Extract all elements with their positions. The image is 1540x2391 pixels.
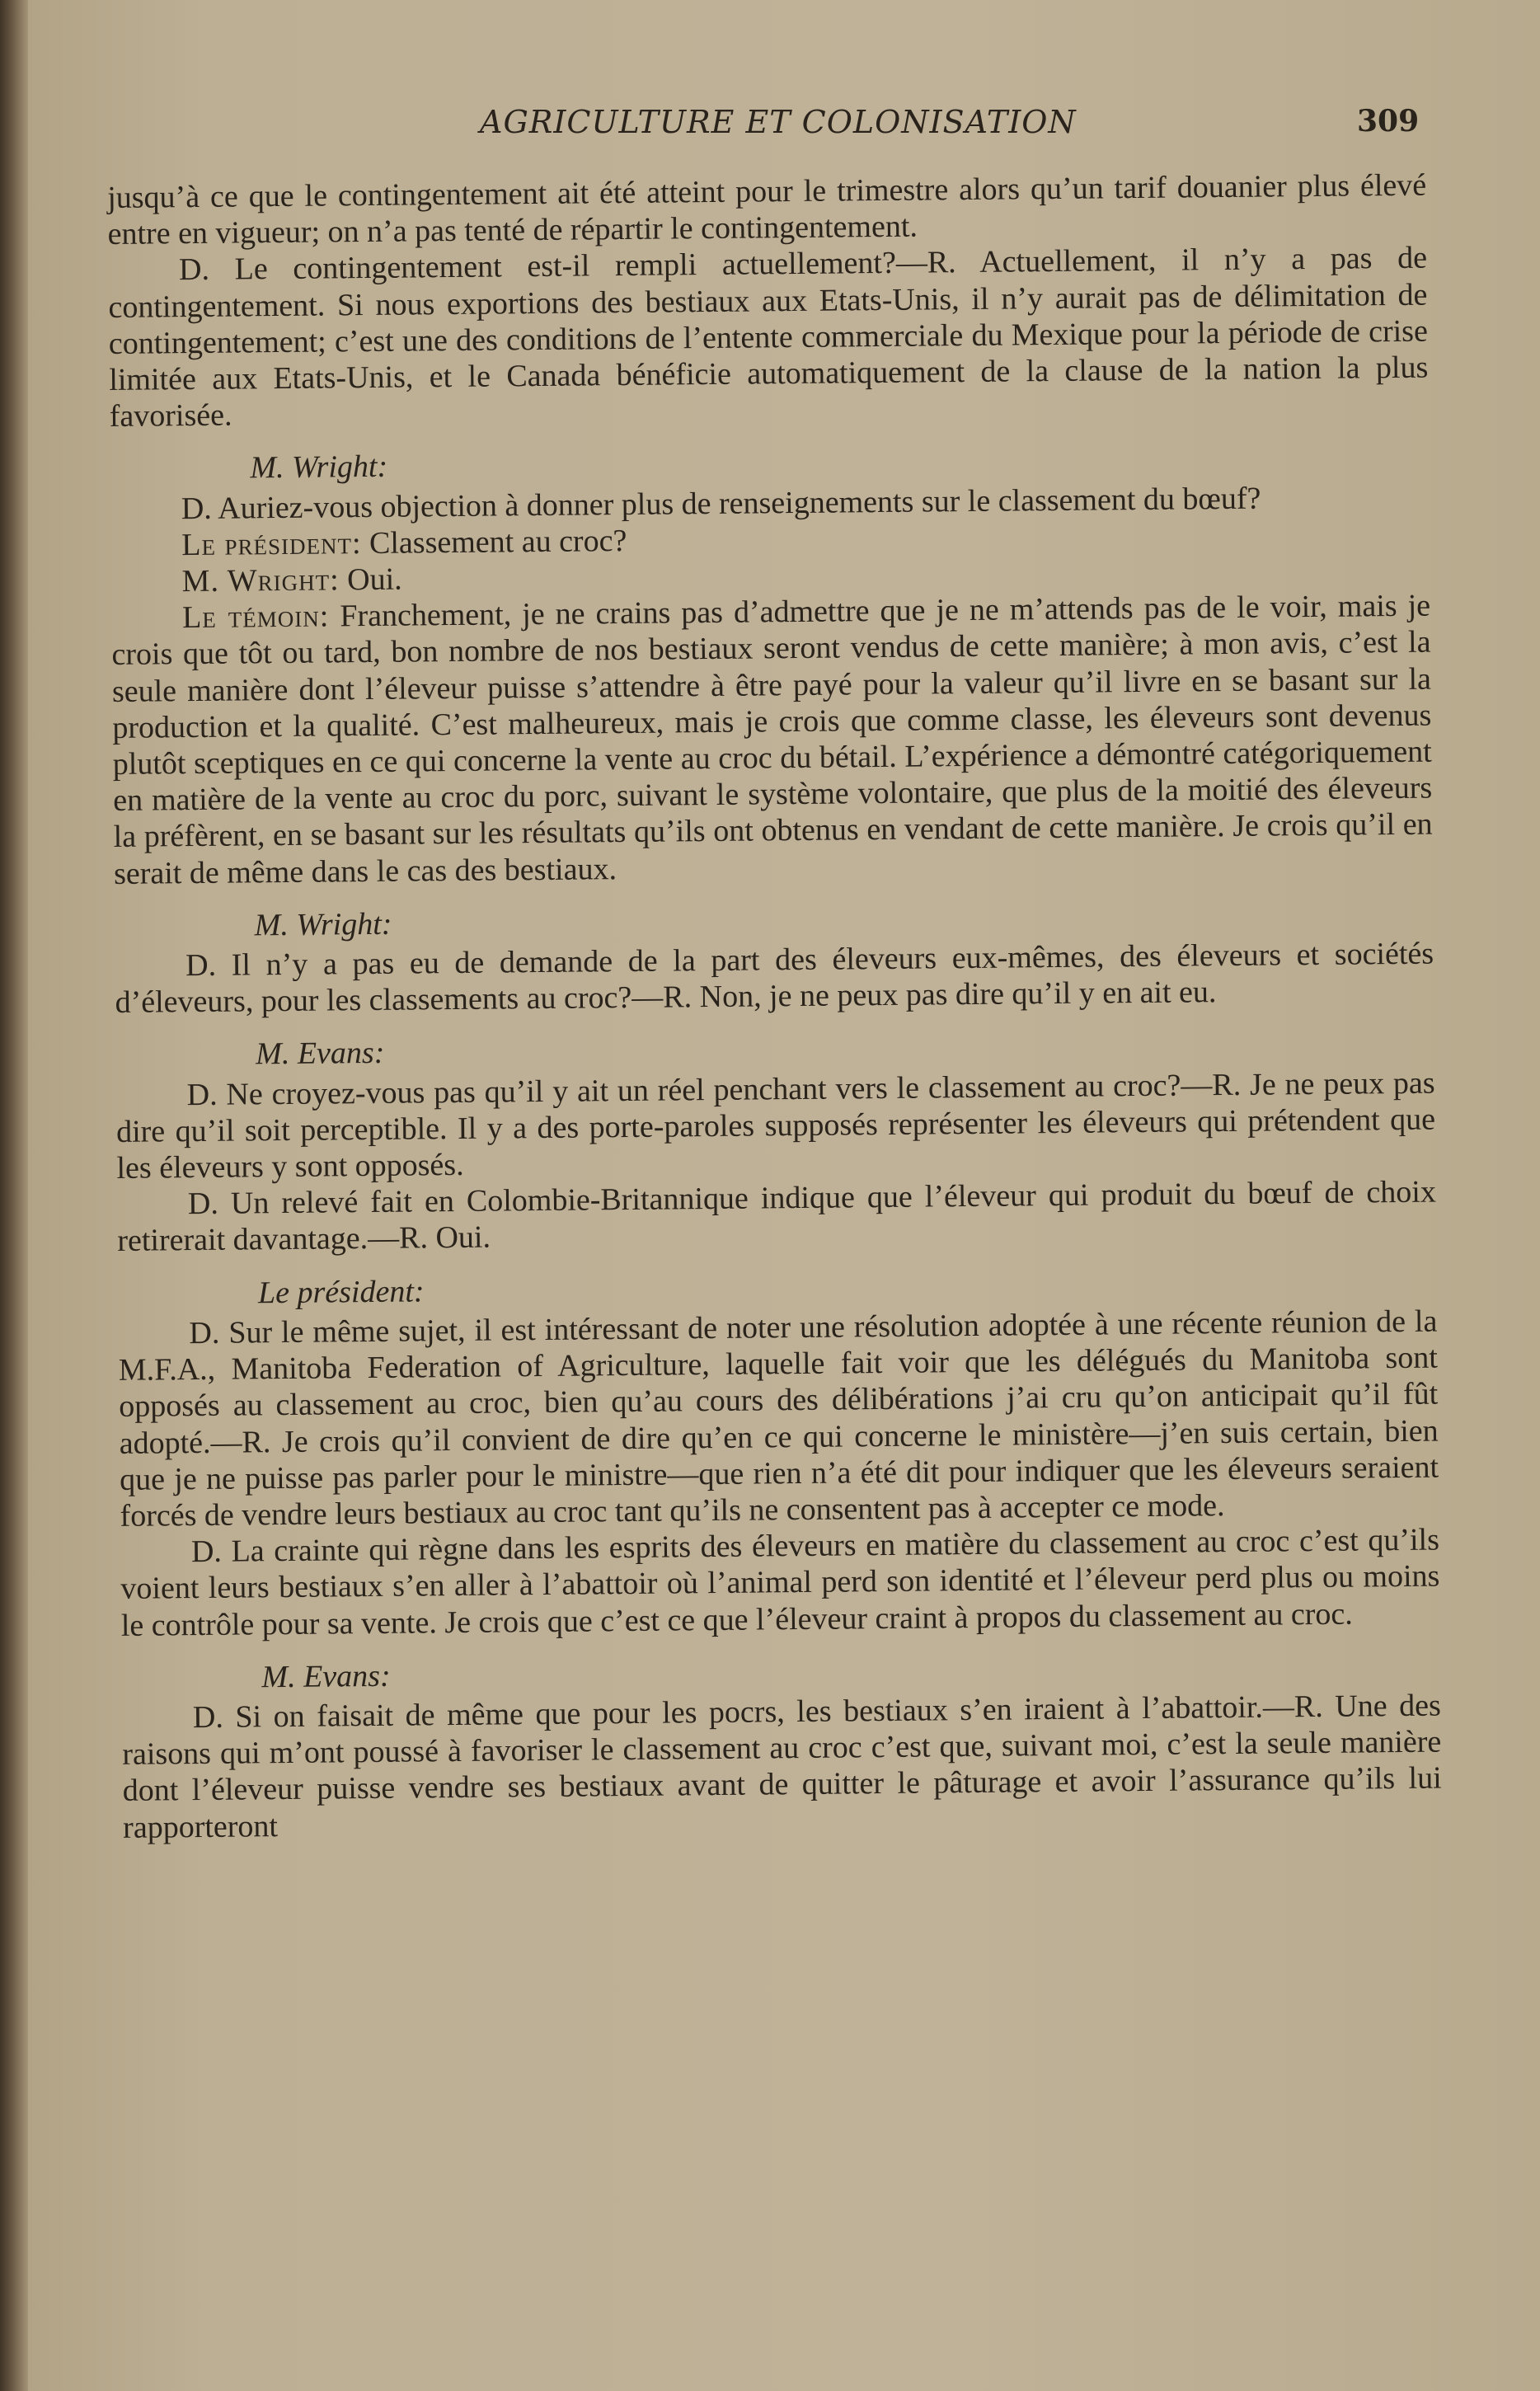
speaker-heading: M. Wright: xyxy=(254,906,392,943)
paragraph-text: Franchement, je ne crains pas d’admettre que je ne m’attends pas de le voir, mais je crois que tôt ou tard, bon nombre de nos bestiaux seront vendus de cette manière; à mon avis, c’est la seule manière dont l’éleveur puisse s’attendre à être payé pour la valeur qu’il livre en se basant sur la production et la qualité. C’est malheureux, mais je crois que comme classe, les éleveurs sont devenus plutôt sceptiques en ce qui concerne la vente au croc du bétail. L’expérience a démontré catégoriquement en matière de la vente au croc du porc, suivant le système volontaire, que plus de la moitié des éleveurs la préfèrent, en se basant sur les résultats qu’ils ont obtenus en vendant de cette manière. Je crois qu’il en serait de même dans le cas des bestiaux. xyxy=(111,588,1433,891)
paragraph: D. Sur le même sujet, il est intéressant de noter une résolution adoptée à une récente réunion de la M.F.A., Manitoba Federation of Agriculture, laquelle fait voir que les délégués du Manitoba sont opposés au classement au croc, bien qu’au cours des délibérations j’ai cru qu’on anticipait qu’il fût adopté.—R. Je crois qu’il convient de dire qu’en ce qui concerne le ministère—j’en suis certain, bien que je ne puisse pas parler pour le ministre—que rien n’a été dit pour indiquer que les éleveurs seraient forcés de vendre leurs bestiaux au croc tant qu’ils ne consentent pas à accepter ce mode. xyxy=(118,1304,1439,1534)
paragraph: D. Auriez-vous objection à donner plus de renseignements sur le classement du bœuf? xyxy=(181,481,1261,526)
paragraph: D. Le contingentement est-il rempli actuellement?—R. Actuellement, il n’y a pas de contingentement. Si nous exportions des bestiaux aux Etats-Unis, il n’y aurait pas de délimitation de contingentement; c’est une des conditions de l’entente commerciale du Mexique pour la période de crise limitée aux Etats-Unis, et le Canada bénéficie automatiquement de la clause de la nation la plus favorisée. xyxy=(108,241,1429,435)
speaker-label: Le témoin: xyxy=(181,599,330,636)
page-header xyxy=(440,104,1430,153)
paragraph-continuation: jusqu’à ce que le contingentement ait été atteint pour le trimestre alors qu’un tarif douanier plus élevé entre en vigueur; on n’a pas tenté de répartir le contingentement. xyxy=(107,167,1427,252)
running-title: AGRICULTURE ET COLONISATION xyxy=(480,104,1077,140)
speaker-heading: M. Evans: xyxy=(255,1036,385,1072)
paragraph: D. Il n’y a pas eu de demande de la part des éleveurs eux-mêmes, des éleveurs et sociétés d’éleveurs, pour les classements au croc?—R. Non, je ne peux pas dire qu’il y en ait eu. xyxy=(115,936,1434,1021)
speaker-heading: M. Wright: xyxy=(250,449,388,486)
scanned-page xyxy=(28,0,1540,2391)
speaker-heading: Le président: xyxy=(257,1274,425,1310)
speaker-label: Le président: xyxy=(181,525,362,562)
paragraph xyxy=(111,588,1433,892)
speaker-label: M. Wright: xyxy=(181,562,340,599)
paragraph: D. Si on faisait de même que pour les pocrs, les bestiaux s’en iraient à l’abattoir.—R. Une des raisons qui m’ont poussé à favoriser le classement au croc c’est que, suivant moi, c’est la seule manière dont l’éleveur puisse vendre ses bestiaux avant de quitter le pâturage et avoir l’assurance qu’ils lui rapporteront xyxy=(122,1688,1442,1845)
paragraph: D. La crainte qui règne dans les esprits des éleveurs en matière du classement au croc c’est qu’ils voient leurs bestiaux s’en aller à l’abattoir où l’animal perd son identité et l’éleveur perd plus ou moins le contrôle pour sa vente. Je crois que c’est ce que l’éleveur craint à propos du classement au croc. xyxy=(120,1522,1440,1643)
page-number: 309 xyxy=(1357,104,1420,139)
book-spine-shadow xyxy=(0,0,28,2391)
speaker-heading: M. Evans: xyxy=(261,1658,391,1695)
paragraph-text: Classement au croc? xyxy=(361,523,627,561)
body-text xyxy=(107,167,1442,1846)
paragraph: D. Ne croyez-vous pas qu’il y ait un réel penchant vers le classement au croc?—R. Je ne peux pas dire qu’il soit perceptible. Il y a des porte-paroles supposés représenter les éleveurs qui prétendent que les éleveurs y sont opposés. xyxy=(115,1065,1436,1186)
paragraph-text: Oui. xyxy=(339,561,402,598)
paragraph: D. Un relevé fait en Colombie-Britannique indique que l’éleveur qui produit du bœuf de choix retirerait davantage.—R. Oui. xyxy=(117,1174,1437,1259)
